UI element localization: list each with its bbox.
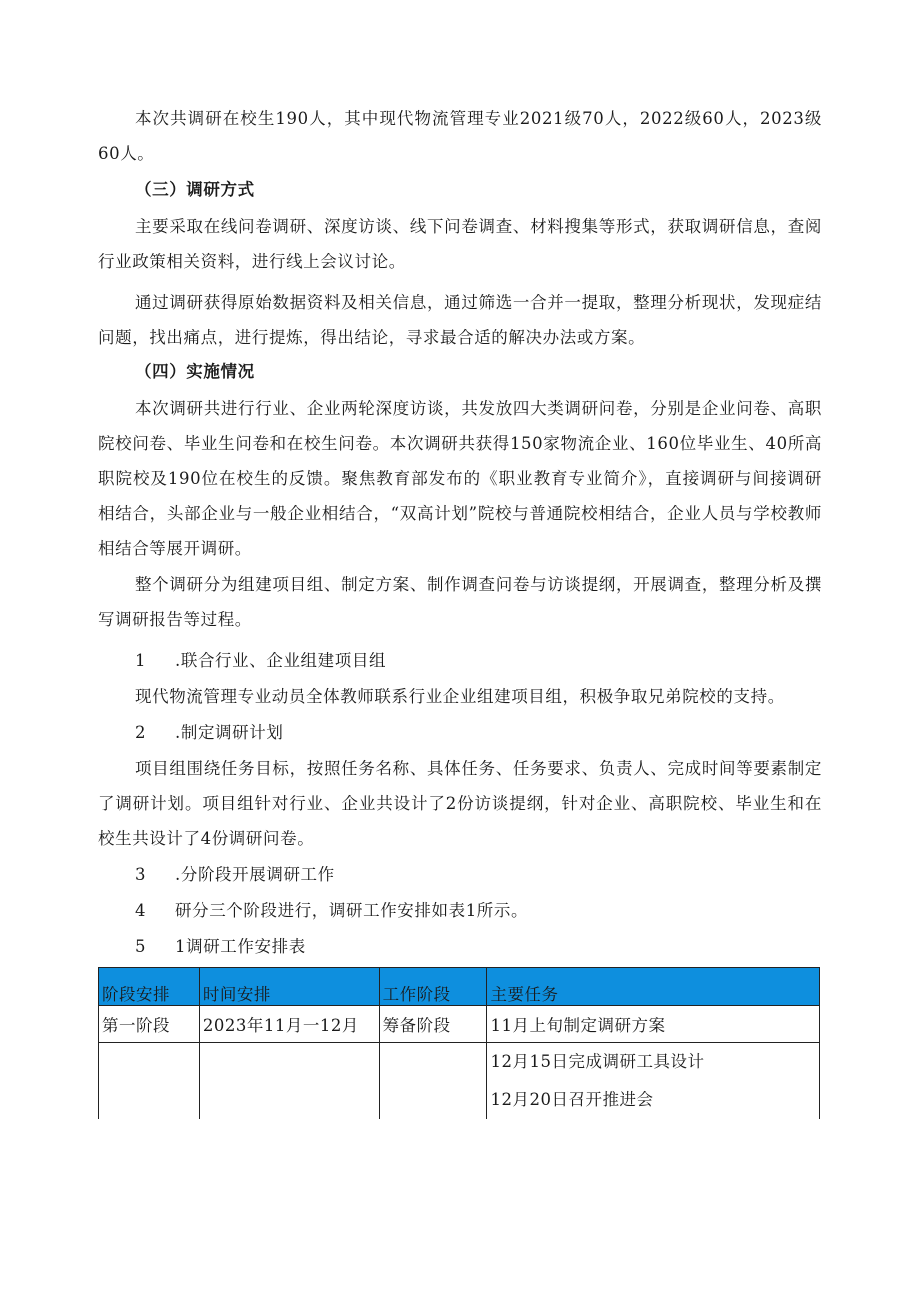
- table-cell: 筹备阶段: [379, 1006, 487, 1043]
- table-caption: [135, 929, 306, 964]
- schedule-table: [98, 967, 820, 1119]
- list-item-1: [135, 643, 386, 678]
- list-number: 4: [135, 901, 147, 920]
- table-cell: 第一阶段: [99, 1006, 200, 1043]
- paragraph-students-surveyed: 本次共调研在校生190人，其中现代物流管理专业2021级70人，2022级60人，2023级60人。: [98, 109, 822, 163]
- task-line: 12月20日召开推进会: [490, 1090, 654, 1109]
- paragraph-survey-method: 主要采取在线问卷调研、深度访谈、线下问卷调查、材料搜集等形式，获取调研信息，查阅行业政策相关资料，进行线上会议讨论。: [98, 217, 822, 271]
- caption-text: 1调研工作安排表: [175, 937, 306, 956]
- paragraph-project-team: 现代物流管理专业动员全体教师联系行业企业组建项目组，积极争取兄弟院校的支持。: [135, 687, 785, 706]
- list-number: 1: [135, 651, 147, 670]
- list-text: .制定调研计划: [175, 723, 284, 742]
- list-text: 研分三个阶段进行，调研工作安排如表1所示。: [175, 901, 529, 920]
- table-cell: [487, 1043, 820, 1120]
- list-text: .联合行业、企业组建项目组: [175, 651, 387, 670]
- table-cell: [379, 1043, 487, 1120]
- paragraph-survey-plan: 项目组围绕任务目标，按照任务名称、具体任务、任务要求、负责人、完成时间等要素制定了调研计划。项目组针对行业、企业共设计了2份访谈提纲，针对企业、高职院校、毕业生和在校生共设计了4份调研问卷。: [98, 759, 822, 848]
- task-line: 12月15日完成调研工具设计: [490, 1052, 705, 1071]
- paragraph-process-overview: 整个调研分为组建项目组、制定方案、制作调查问卷与访谈提纲，开展调查，整理分析及撰写调研报告等过程。: [98, 575, 822, 629]
- header-cell: 阶段安排: [99, 968, 200, 1006]
- table-cell: 11月上旬制定调研方案: [487, 1006, 820, 1043]
- heading-survey-method: （三）调研方式: [135, 180, 255, 199]
- table-row: [99, 1043, 820, 1120]
- header-cell: 时间安排: [199, 968, 379, 1006]
- list-number: 2: [135, 723, 147, 742]
- list-text: .分阶段开展调研工作: [175, 865, 335, 884]
- paragraph-survey-process: 通过调研获得原始数据资料及相关信息，通过筛选一合并一提取，整理分析现状，发现症结问题，找出痛点，进行提炼，得出结论，寻求最合适的解决办法或方案。: [98, 293, 822, 347]
- header-cell: 工作阶段: [379, 968, 487, 1006]
- table-cell: [199, 1043, 379, 1120]
- list-number: 5: [135, 937, 147, 956]
- header-cell: 主要任务: [487, 968, 820, 1006]
- list-number: 3: [135, 865, 147, 884]
- list-item-4: [135, 893, 528, 928]
- table-cell: 2023年11月一12月: [199, 1006, 379, 1043]
- table-cell: [99, 1043, 200, 1120]
- table-header-row: [99, 968, 820, 1006]
- list-item-3: [135, 857, 335, 892]
- heading-implementation: （四）实施情况: [135, 362, 255, 381]
- table-row: [99, 1006, 820, 1043]
- list-item-2: [135, 715, 283, 750]
- paragraph-implementation: 本次调研共进行行业、企业两轮深度访谈，共发放四大类调研问卷，分别是企业问卷、高职院校问卷、毕业生问卷和在校生问卷。本次调研共获得150家物流企业、160位毕业生、40所高职院校及190位在校生的反馈。聚焦教育部发布的《职业教育专业简介》，直接调研与间接调研相结合，头部企业与一般企业相结合，“双高计划”院校与普通院校相结合，企业人员与学校教师相结合等展开调研。: [98, 399, 822, 558]
